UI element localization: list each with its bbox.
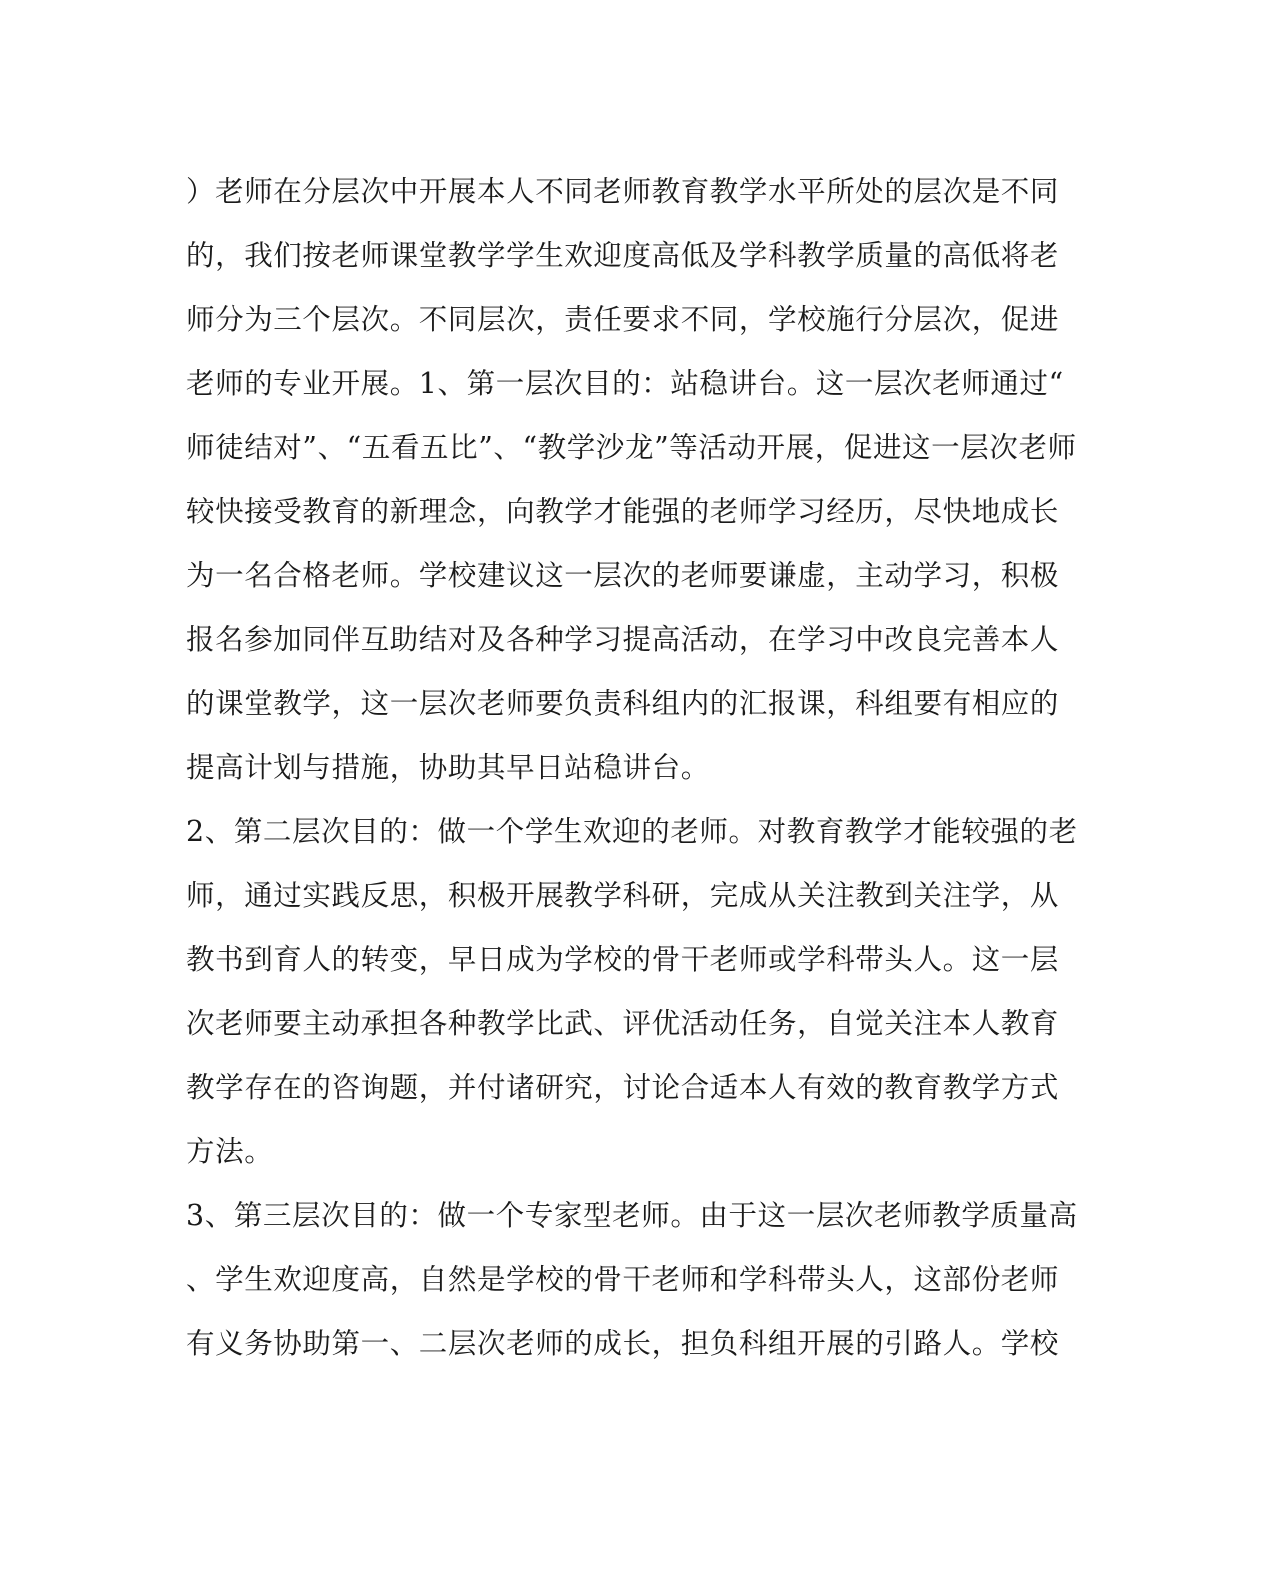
text-line: 为一名合格老师。学校建议这一层次的老师要谦虚，主动学习，积极	[186, 559, 1060, 592]
text-line: 报名参加同伴互助结对及各种学习提高活动，在学习中改良完善本人	[186, 623, 1060, 656]
text-line: ）老师在分层次中开展本人不同老师教育教学水平所处的层次是不同	[186, 175, 1060, 208]
text-line: 3、第三层次目的：做一个专家型老师。由于这一层次老师教学质量高	[186, 1199, 1078, 1232]
text-line: 的课堂教学，这一层次老师要负责科组内的汇报课，科组要有相应的	[186, 687, 1060, 720]
text-line: 师分为三个层次。不同层次，责任要求不同，学校施行分层次，促进	[186, 303, 1060, 336]
body-text	[186, 160, 1086, 1376]
text-line: 、学生欢迎度高，自然是学校的骨干老师和学科带头人，这部份老师	[186, 1263, 1060, 1296]
text-line: 的，我们按老师课堂教学学生欢迎度高低及学科教学质量的高低将老	[186, 239, 1060, 272]
text-line: 2、第二层次目的：做一个学生欢迎的老师。对教育教学才能较强的老	[186, 815, 1078, 848]
text-line: 方法。	[186, 1135, 274, 1168]
text-line: 较快接受教育的新理念，向教学才能强的老师学习经历，尽快地成长	[186, 495, 1060, 528]
text-line: 次老师要主动承担各种教学比武、评优活动任务，自觉关注本人教育	[186, 1007, 1060, 1040]
text-line: 教学存在的咨询题，并付诸研究，讨论合适本人有效的教育教学方式	[186, 1071, 1060, 1104]
text-line: 老师的专业开展。1、第一层次目的：站稳讲台。这一层次老师通过“	[186, 367, 1064, 400]
text-line: 师徒结对”、“五看五比”、“教学沙龙”等活动开展，促进这一层次老师	[186, 431, 1077, 464]
text-line: 提高计划与措施，协助其早日站稳讲台。	[186, 751, 710, 784]
text-line: 教书到育人的转变，早日成为学校的骨干老师或学科带头人。这一层	[186, 943, 1060, 976]
text-line: 有义务协助第一、二层次老师的成长，担负科组开展的引路人。学校	[186, 1327, 1060, 1360]
text-line: 师，通过实践反思，积极开展教学科研，完成从关注教到关注学，从	[186, 879, 1060, 912]
